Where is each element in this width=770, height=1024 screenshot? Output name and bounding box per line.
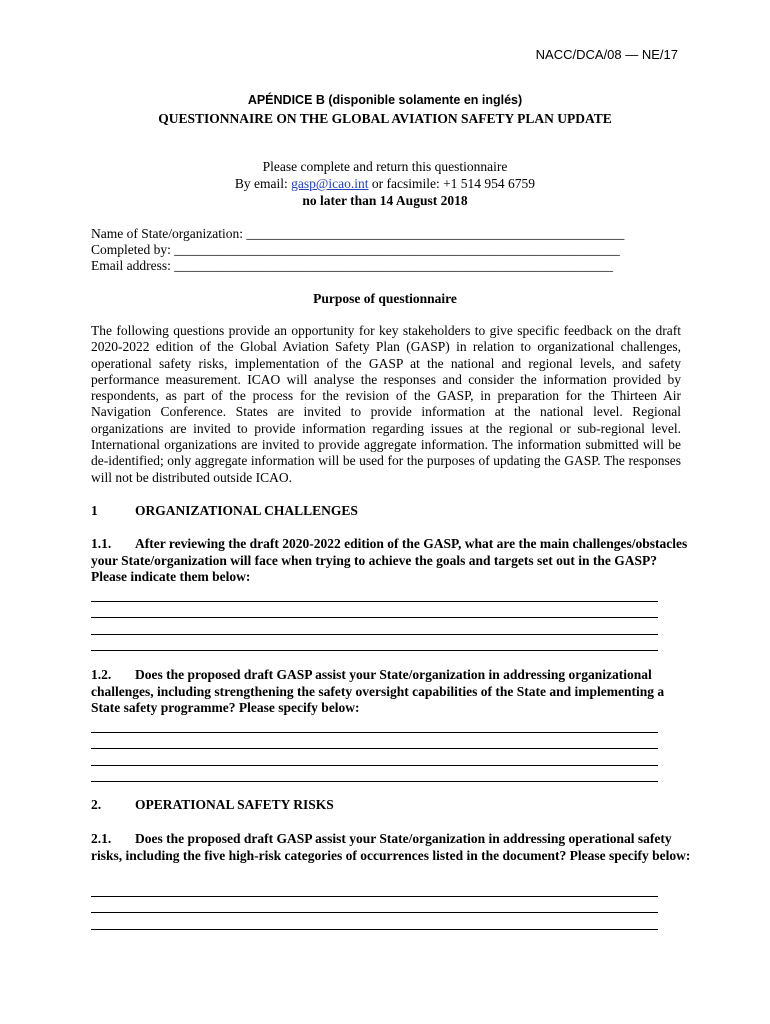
answer-line[interactable] [91,913,658,930]
section-1-title: ORGANIZATIONAL CHALLENGES [135,503,358,518]
email-address-field[interactable]: Email address: _________________________________________________________________ [91,258,613,273]
fax-text: or facsimile: +1 514 954 6759 [368,176,536,191]
question-number: 1.2. [91,667,112,682]
answer-line[interactable] [91,749,658,766]
section-1-number: 1 [91,503,98,518]
purpose-paragraph: The following questions provide an opportunity for key stakeholders to give specific feedback on the draft 2020-2022 edition of the Global Aviation Safety Plan (GASP) in relation to organizational challenges, operational safety risks, implementation of the GASP at the national and regional levels, and safety performance measurement. ICAO will analyse the responses and consider the information provided by respondents, as part of the process for the revision of the GASP, in preparation for the Thirteen Air Navigation Conference. States are invited to provide information at the national level. Regional organizations are invited to provide information regarding issues at the regional or sub-regional level. International organizations are invited to provide aggregate information. The information submitted will be de-identified; only aggregate information will be used for the purposes of updating the GASP. The responses will not be distributed outside ICAO. [91,323,681,485]
answer-line[interactable] [91,716,658,733]
appendix-label: APÉNDICE B (disponible solamente en inglés) [247,93,523,107]
instruction-line: Please complete and return this questionnaire [262,159,508,174]
question-2-1 [91,831,691,864]
question-text: Does the proposed draft GASP assist your State/organization in addressing operational safety risks, including the five high-risk categories of occurrences listed in the document? Please specify below: [91,831,691,863]
deadline: no later than 14 August 2018 [302,193,468,208]
question-number: 1.1. [91,536,112,551]
answer-lines-1-1[interactable] [91,585,658,651]
contact-line [0,176,770,192]
section-2-heading [91,797,334,813]
question-1-1 [91,536,691,586]
email-link[interactable]: gasp@icao.int [291,176,369,191]
purpose-heading: Purpose of questionnaire [313,291,457,306]
section-1-heading [91,503,358,519]
answer-line[interactable] [91,733,658,750]
section-2-number: 2. [91,797,102,812]
question-number: 2.1. [91,831,112,846]
answer-line[interactable] [91,602,658,619]
document-title: QUESTIONNAIRE ON THE GLOBAL AVIATION SAFETY PLAN UPDATE [158,111,612,126]
answer-line[interactable] [91,585,658,602]
answer-line[interactable] [91,897,658,914]
answer-lines-2-1[interactable] [91,880,658,930]
state-name-field[interactable]: Name of State/organization: ________________________________________________________ [91,226,625,241]
question-text: Does the proposed draft GASP assist your State/organization in addressing organizational challenges, including strengthening the safety oversight capabilities of the State and implementing a State safety programme? Please specify below: [91,667,665,715]
section-2-title: OPERATIONAL SAFETY RISKS [135,797,334,812]
answer-line[interactable] [91,880,658,897]
answer-line[interactable] [91,618,658,635]
completed-by-field[interactable]: Completed by: __________________________________________________________________ [91,242,620,257]
answer-line[interactable] [91,766,658,783]
question-1-2 [91,667,691,717]
document-reference: NACC/DCA/08 — NE/17 [535,47,678,62]
email-prefix: By email: [234,176,292,191]
answer-lines-1-2[interactable] [91,716,658,782]
answer-line[interactable] [91,635,658,652]
question-text: After reviewing the draft 2020-2022 edition of the GASP, what are the main challenges/obstacles your State/organization will face when trying to achieve the goals and targets set out in the GASP? Please indicate them below: [91,536,688,584]
